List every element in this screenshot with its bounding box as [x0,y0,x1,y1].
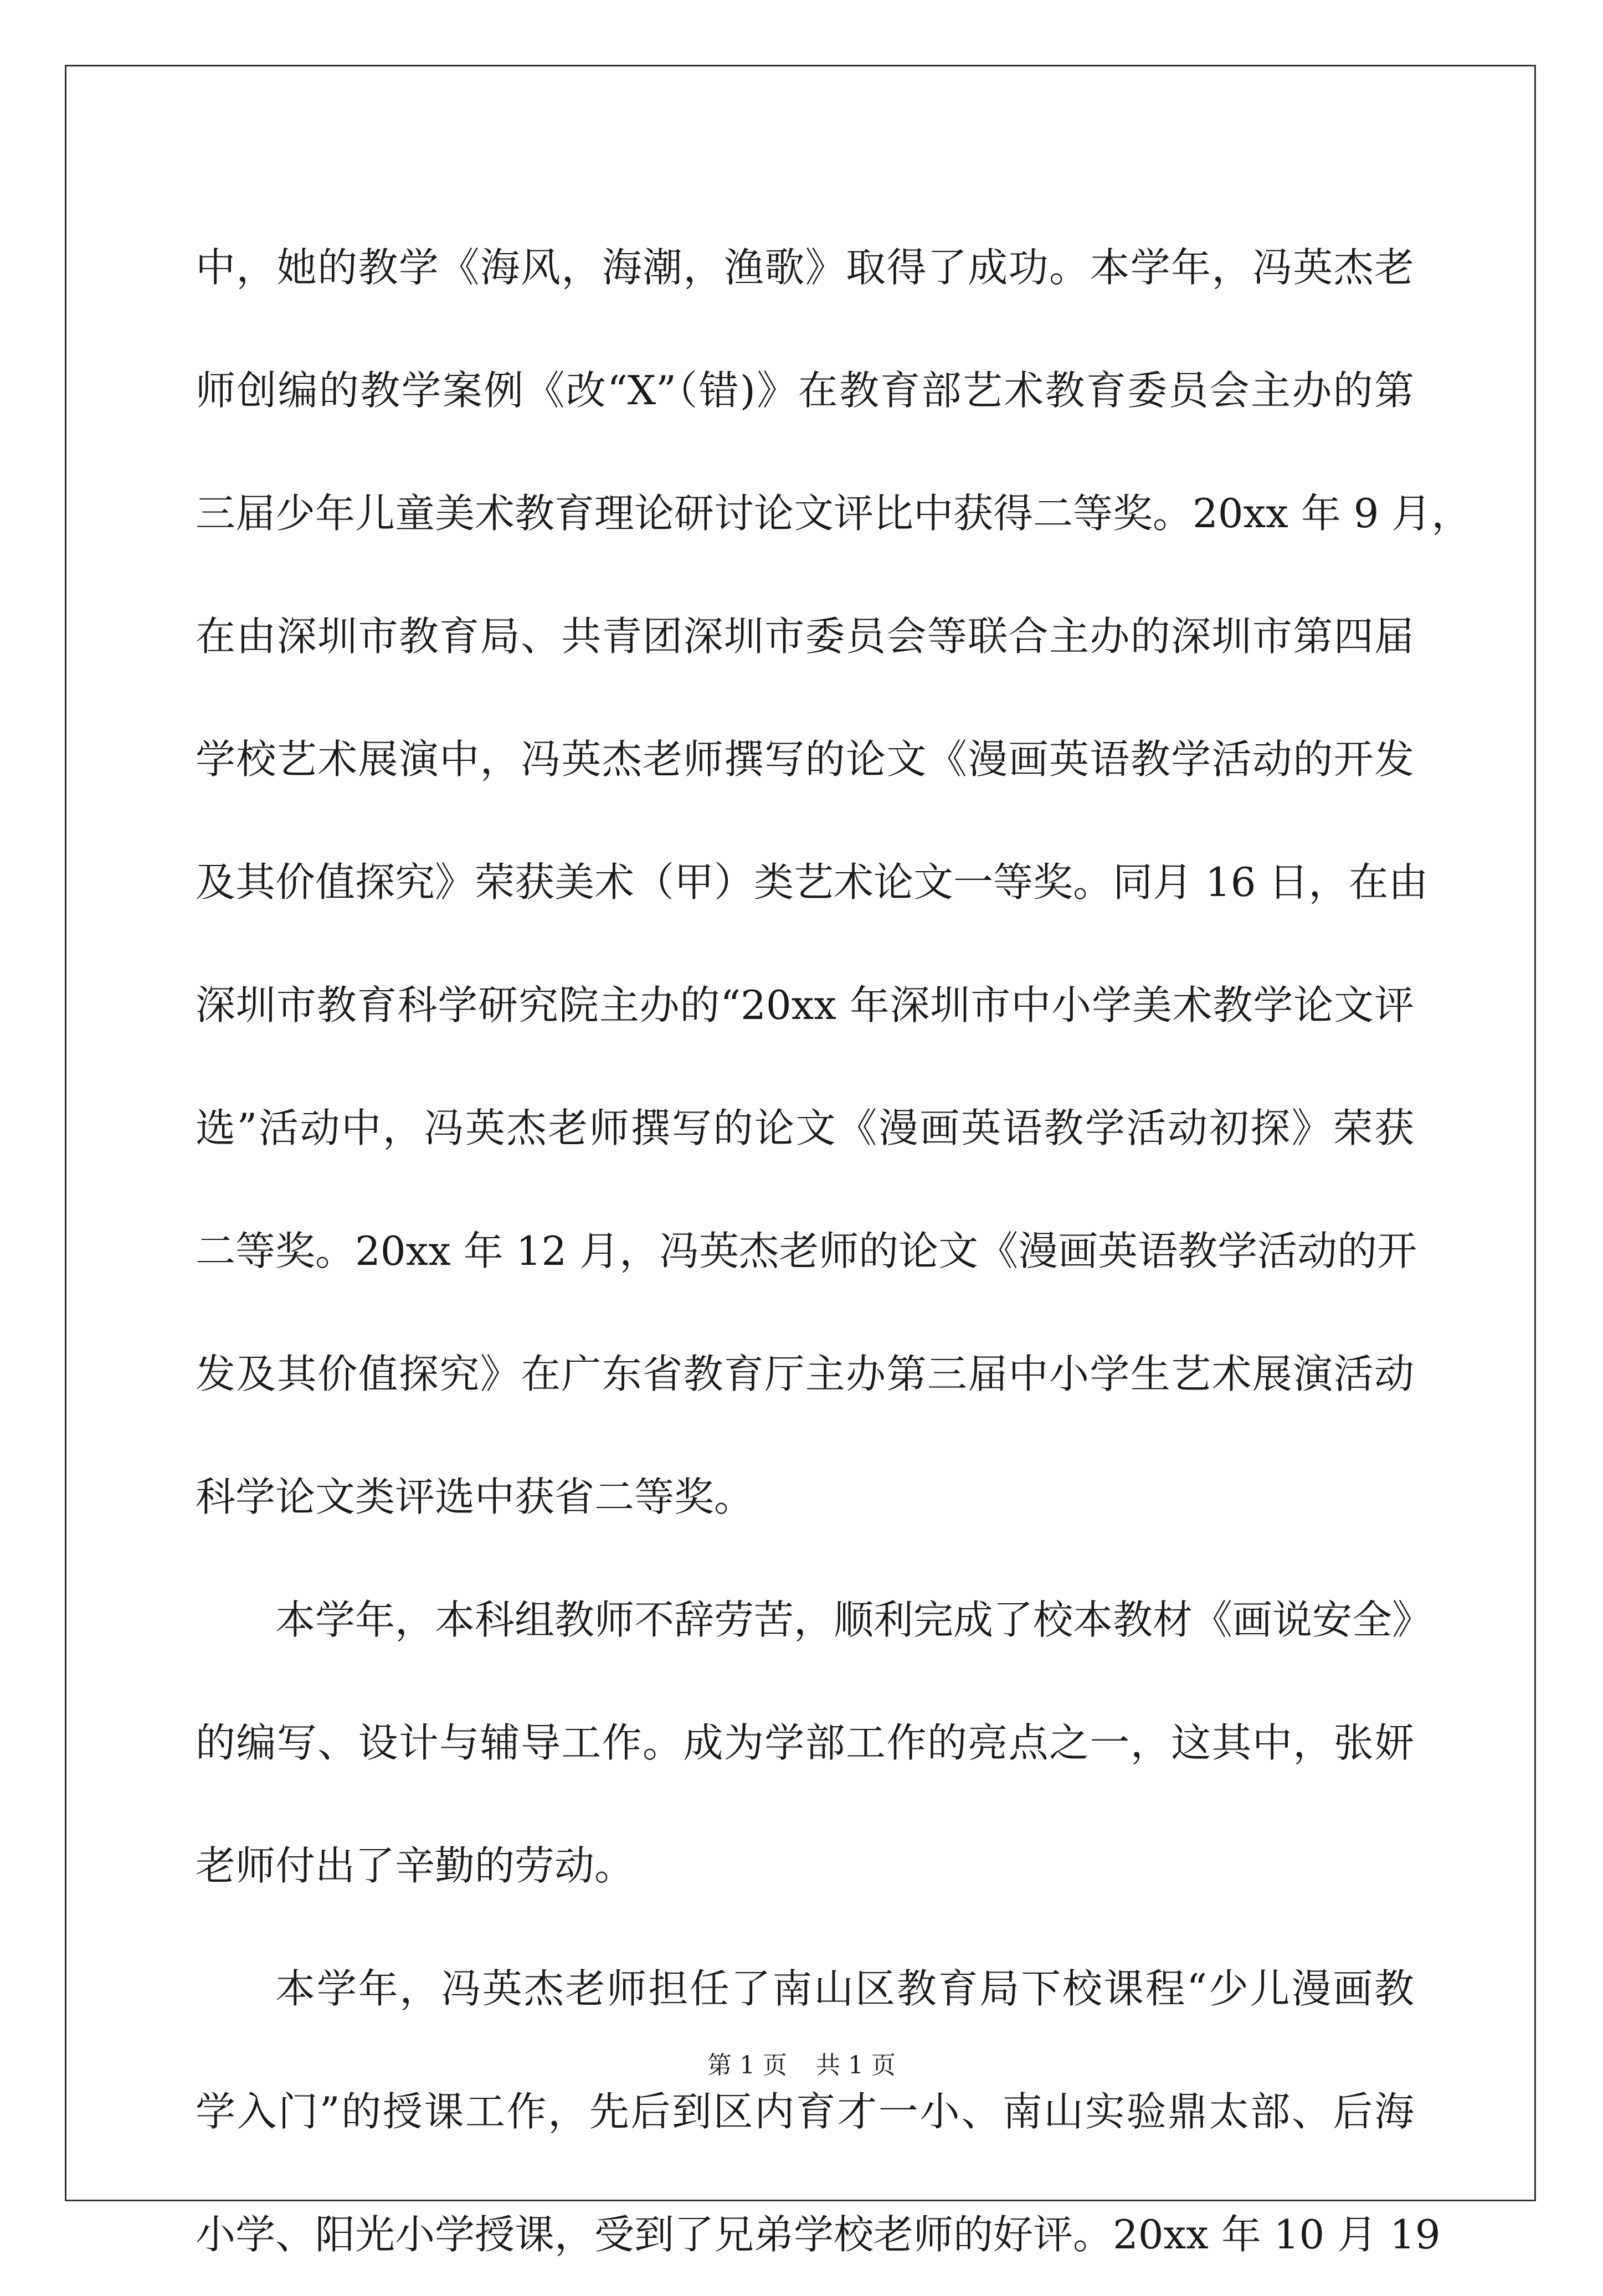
paragraph-first-line: 本学年，冯英杰老师担任了南山区教育局下校课程“少儿漫画教 [275,1965,1414,2012]
page-total: 共 1 页 [816,2051,896,2079]
text-line: 三届少年儿童美术教育理论研讨论文评比中获得二等奖。20xx 年 9 月， [196,490,1472,537]
text-line: 发及其价值探究》在广东省教育厅主办第三届中小学生艺术展演活动 [196,1351,1414,1397]
text-line: 小学、阳光小学授课，受到了兄弟学校老师的好评。20xx 年 10 月 19 [196,2211,1441,2258]
text-line: 选”活动中，冯英杰老师撰写的论文《漫画英语教学活动初探》荣获 [196,1105,1414,1151]
document-body [196,206,1472,2296]
text-line: 中，她的教学《海风，海潮，渔歌》取得了成功。本学年，冯英杰老 [196,244,1414,291]
text-line: 科学论文类评选中获省二等奖。 [196,1474,754,1520]
text-line: 师创编的教学案例《改“X”（错)》在教育部艺术教育委员会主办的第 [196,367,1414,414]
text-line: 在由深圳市教育局、共青团深圳市委员会等联合主办的深圳市第四届 [196,613,1414,660]
text-line: 学校艺术展演中，冯英杰老师撰写的论文《漫画英语教学活动的开发 [196,736,1414,783]
text-line: 的编写、设计与辅导工作。成为学部工作的亮点之一，这其中，张妍 [196,1720,1414,1766]
page-footer [0,2049,1603,2082]
paragraph-first-line: 本学年，本科组教师不辞劳苦，顺利完成了校本教材《画说安全》 [275,1597,1432,1643]
text-line: 老师付出了辛勤的劳动。 [196,1842,635,1889]
text-line: 学入门”的授课工作，先后到区内育才一小、南山实验鼎太部、后海 [196,2088,1414,2135]
text-line: 深圳市教育科学研究院主办的“20xx 年深圳市中小学美术教学论文评 [196,982,1414,1028]
page-number: 第 1 页 [707,2051,787,2079]
text-line: 及其价值探究》荣获美术（甲）类艺术论文一等奖。同月 16 日，在由 [196,859,1429,905]
text-line: 二等奖。20xx 年 12 月，冯英杰老师的论文《漫画英语教学活动的开 [196,1228,1417,1274]
